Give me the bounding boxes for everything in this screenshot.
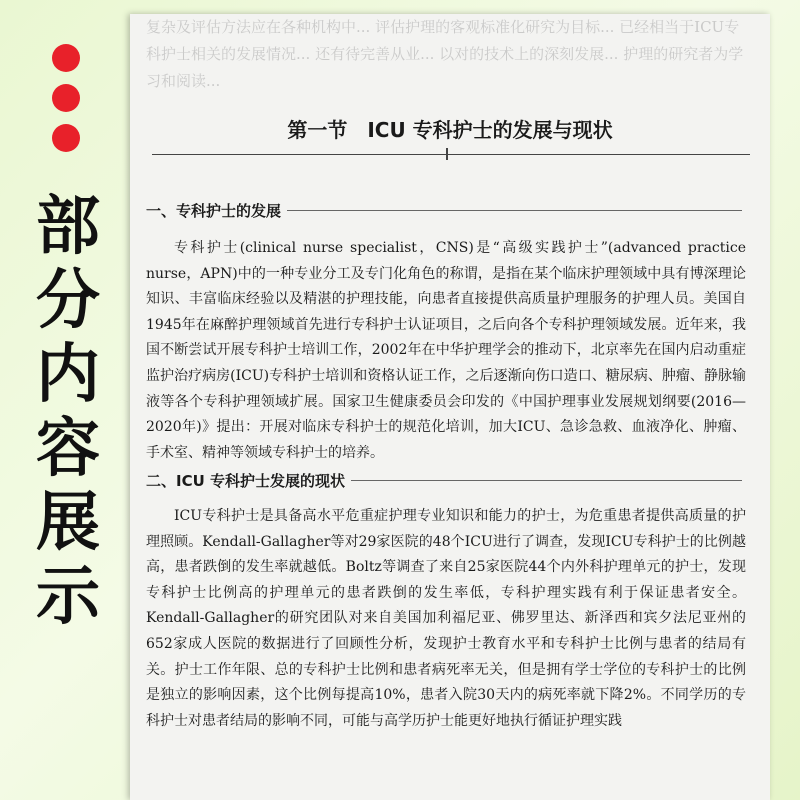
side-label-char: 部 bbox=[36, 190, 100, 264]
book-page bbox=[130, 14, 770, 800]
side-label-char: 容 bbox=[36, 412, 100, 486]
side-label bbox=[30, 190, 106, 634]
paragraph-1: 专科护士(clinical nurse specialist，CNS)是“高级实践护士”(advanced practice nurse，APN)中的一种专业分工及专门化角色的称谓，是指在某个临床护理领域中具有博深理论知识、丰富临床经验以及精湛的护理技能，向患者直接提供高质量护理服务的护理人员。美国自1945年在麻醉护理领域首先进行专科护士认证项目，之后向各个专科护理领域发展。近年来，我国不断尝试开展专科护士培训工作，2002年在中华护理学会的推动下，北京率先在国内启动重症监护治疗病房(ICU)专科护士培训和资格认证工作，之后逐渐向伤口造口、糖尿病、肿瘤、静脉输液等各个专科护理领域扩展。国家卫生健康委员会印发的《中国护理事业发展规划纲要(2016—2020年)》提出：开展对临床专科护士的规范化培训，加大ICU、急诊急救、血液净化、肿瘤、手术室、精神等领域专科护士的培养。 bbox=[146, 240, 746, 461]
red-dot-icon bbox=[52, 124, 80, 152]
side-label-char: 内 bbox=[36, 338, 100, 412]
title-rule bbox=[152, 154, 750, 155]
heading-1: 一、专科护士的发展 bbox=[146, 200, 287, 221]
section-title: 第一节 ICU 专科护士的发展与现状 bbox=[287, 118, 613, 142]
side-label-char: 分 bbox=[36, 264, 100, 338]
red-dot-icon bbox=[52, 84, 80, 112]
decorative-dots bbox=[48, 44, 88, 164]
paragraph-2: ICU专科护士是具备高水平危重症护理专业知识和能力的护士，为危重患者提供高质量的护理照顾。Kendall-Gallagher等对29家医院的48个ICU进行了调查，发现ICU专科护士的比例越高，患者跌倒的发生率就越低。Boltz等调查了来自25家医院44个内外科护理单元的护士，发现专科护士比例高的护理单元的患者跌倒的发生率低，专科护理实践有利于保证患者安全。Kendall-Gallagher的研究团队对来自美国加利福尼亚、佛罗里达、新泽西和宾夕法尼亚州的652家成人医院的数据进行了回顾性分析，发现护士教育水平和专科护士比例与患者的结局有关。护士工作年限、总的专科护士比例和患者病死率无关，但是拥有学士学位的专科护士的比例是独立的影响因素，这个比例每提高10%，患者入院30天内的病死率就下降2%。不同学历的专科护士对患者结局的影响不同，可能与高学历护士能更好地执行循证护理实践 bbox=[146, 508, 746, 729]
bleed-through-text: 复杂及评估方法应在各种机构中... 评估护理的客观标准化研究为目标... 已经相当于ICU专科护士相关的发展情况... 还有待完善从业... 以对的技术上的深刻发展... 护理的研究者为学习和阅读... bbox=[146, 18, 744, 90]
heading-2: 二、ICU 专科护士发展的现状 bbox=[146, 470, 351, 491]
red-dot-icon bbox=[52, 44, 80, 72]
side-label-char: 示 bbox=[36, 560, 100, 634]
side-label-char: 展 bbox=[36, 486, 100, 560]
title-rule-mark bbox=[446, 148, 448, 160]
